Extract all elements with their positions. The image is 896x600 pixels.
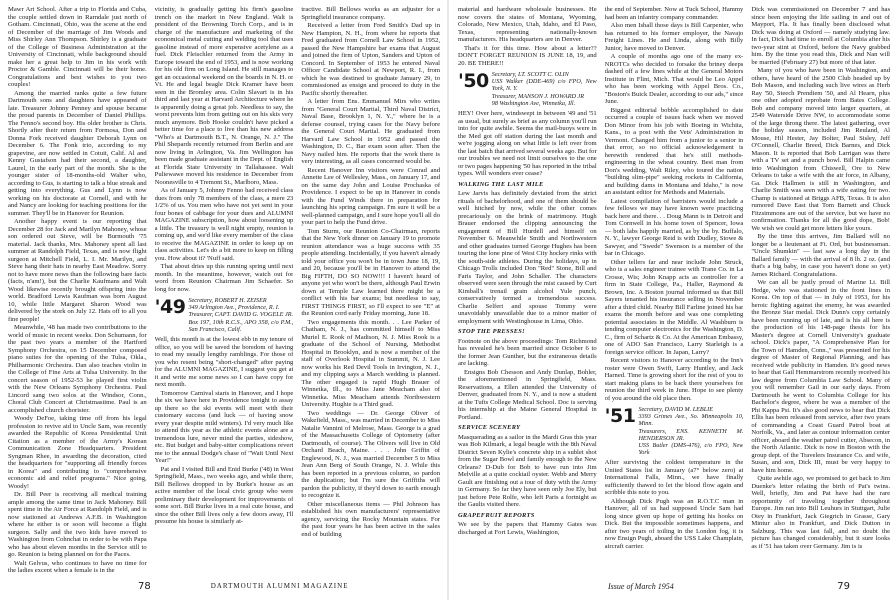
paragraph: Dr. Bill Peer is receiving all medical training ample among the same time in Jack Mahoney. Bill spent time in the Air Force at Randolph Field, and is now stationed at Andrews A.F.B. in Washington where he either is or soon will become a flight surgeon. Sally and the two kids have moved to Washington from Cohnchat in order to be with Papa who has about eleven months in the Service still to go. Reunion is being planned on for the Paces.	[8, 491, 147, 558]
paragraph: Well, this month is at the lowest ebb in my tenure of office, so you will be saved the boredom of having to read my usually lengthy ramblings. For those of you who resent being "short-changed" after paying for the ALUMNI MAGAZINE, I suggest you get at it and write me some news so I can have copy for next month.	[154, 336, 294, 389]
paragraph: Other miscellaneous items — Phil Johnson has established his own manufacturers' representative agency, servicing the Rocky Mountain states. For the past four years he has been active in the sales end of building	[301, 500, 441, 538]
column-2	[155, 6, 294, 572]
paragraph: material and hardware wholesale businesses. He now covers the states of Montana, Wyoming, Colorado, New Mexico, Utah, Idaho, and El Paso, Texas, representing nationally-known manufacturers. His headquarters are in Denver.	[458, 6, 597, 43]
paragraph: A letter from Ens. Emmanuel Mirs who writes from "General Court Martial, Third Naval District, Naval Base, Brooklyn 1, N. Y.," where he is a defense counsel, trying cases for the Navy before the General Court Martial. He graduated from Harvard Law School in 1952 and passed the Washington, D. C., Bar exam soon after. Then the Navy nailed him. He reports that the work there is very interesting, as all cases concerned would be.	[301, 98, 441, 165]
treasurer-address: 98 Washington Ave, Winnetka, Ill.	[491, 99, 576, 107]
paragraph: As of January 5, Johnny Fenno had received class dues from only 78 members of the class, a mere 23 1/2% of us. You men who have not yet sent in your four bones of cabbage for your dues and ALUMNI MAGAZINE subscription, how about loosening up a little. The treasury is well night empty, reunion is coming up, and we'd like every member of the class to receive the MAGAZINE in order to keep up on class activities. Let's do a bit more to keep on filling you. How about it? 'Nuff said.	[154, 187, 294, 262]
paragraph: Other tellers far and near include John Struck, who is a sales engineer trainee with Trane Co. in La Crosse, Wis; John Knapp acts as controller for a firm in State College, Pa., Haller, Raymond & Brown, Inc. A Boston journal informed us that Bill Sayers tenanted his insurance selling in November after a third child. Nearby Bill Farline joined his bar exams the month before and was one completing potential associates in the Middle. Al Washburn is tending computer electronics for the Washington, D. C., firm of Schartz & Co. At the American Embassy, one of ADO San Francisco, Larry Starleigh is a foreign service officer. In Japan, Larry?	[604, 258, 744, 356]
paragraph: Recent visitors to Hanover according to the Inn's roster were Owen Swift, Larry Huntley, and Jack Harned. Time is growing short for the rest of you to start making plans to be back there yourselves for reunion the third week in June. Hope to see plenty of you around the old place then.	[604, 357, 744, 402]
paragraph: Quite awhile ago, we promised to get back to Jim Duenke's letter relating the birth of Pat's twins. Well, briefly, Jim and Pat have had the rare opportunity of traveling together throughout Europe. Jim ran into Bill Leuhurs in Stuttgart, Julie Otey in Frankfurt, Jack Giegrich in Grasse, Gary Mintur also in Frankfurt, and Dick Dutton in Salzburg. This was last fall, and no doubt the picture has changed considerably, but it sure looks as if '51 has taken over Germany. Jim is is	[751, 475, 891, 550]
paragraph: Biggest editorial bobble accomplished to date occurred a couple of issues back when we moved Don Minor from his job with Boeing in Wichita, Kans., to a post with the Vets' Administration in Vermont. Changed him from a junior to a senior in that error, so no official acknowledgement is herewith rendered that he's still methods-engineering in the wheat country. Best man from Don's wedding, Walt Riley, who toured the nation "building slim-pipe" seeking rockets in California, and building dams in Montana and Idaho," is now an assistant editor for Methods and Materials.	[604, 106, 744, 196]
paragraph: Tomorrow Carnival starts in Hanover, and I hope the six we have here in Providence tonight to assay up there so the ski events will meet with their customary success (and luck — of having snow every year despite mild winters). I'd very much like to attend this year as the athletic events alone are a tremendous lure, never mind the parties, sideshow, etc. But budget and baby-sitter complications revert me to the annual Dodge's chase of "Wait Until Next Year!"	[154, 389, 294, 465]
paragraph: the end of September. Now at Tuck School, Hammy had been an infantry company commander.	[604, 6, 744, 21]
paragraph: Another happy event is our reporting that December 28 for Jack and Marilyn Mahoney, whose son ordered out Steve, will be Burmouth '75 material. Jack thanks, Mrs. Mahoney spent all last summer at Randolph Field, Texas, and is now flight surgeon at Mitchell Field, L. I. Mr. Marilyn, and Steve hang their hats in nearby East Meadow. Sorry not to have more news than the following bare facts (facts, n'am!), but the Charlie Kaufmans and Walt Wood likewise recently brought offspring into the world. Bradford Lewis Kaufman was born August 10, while little Margaret Sharon Wood was delivered by the stork on July 12. Hats off to all you fine people!	[8, 218, 147, 323]
paragraph: Among the married ranks quite a few future Dartmouth sons and daughters have appeared of late. Treasurer Johnny Penney and spouse became the proud parents in December of Daniel Phillips. The Fenno's second boy. His older brother is Chris. Shortly after their return from Formosa, Don and Donna Fork received daughter Deborah Lynn on December 6. The Fonk trio, according to my grapevine, are now settled in Cotuit, Calif. Al and Kenny Gustafson had their second, a daughter, Laurel, in the early part of the month. She is the younger sister of 18-months-old Walter who, according to Gus, is starting to talk a blue streak and getting into everything. Gus and Lynn is now working on his doctorate at Cornell, and with he and Nancy are looking for teaching positions for the summer. They'll be in Hanover for Reunion.	[8, 89, 147, 217]
left-page	[8, 6, 440, 594]
paragraph: Pat and I visited Bill and Enid Burke ('48) in West Springfield, Mass., two weeks ago, and while there, Bill Bellows dropped in by Burke's house as an active member of the local civic group who were preliminary their development for improvements of some sort. Bill Burke lives in a real cute house, and since the other Bill lives only a few doors away, I'll presume his house is similarly at-	[154, 465, 294, 526]
treasurer: Treasurer, MANSON J. HOWARD JR	[491, 92, 585, 100]
column-4	[458, 6, 597, 572]
paragraph: Received a letter from Fred Smith's Dad up in New Hampton, N. H., from where he reports that Fred graduated from Cornell Law School in 1952, passed the New Hampshire bar exams that August and joined the firm of Upton, Sanders and Upton of Concord. In September of 1953 he entered Naval Officer Candidate School at Newport, R. I., from which he was destined to graduate January 29, to commissioned as ensign and proceed to duty in the Pacific shortly thereafter.	[301, 22, 441, 97]
paragraph: vicinity, is gradually getting his firm's gasoline trench on the market in New England. Walt is president of the Browning Torch Corp., and is in charge of the manufacture and marketing of the economical metal cutting and welding tool that uses gasoline instead of more expensive acetylene as a fuel. Dick Fleischler returned from the Army in Europe toward the end of 1953, and is now working for his old firm on Long Island. He still manages to get an occasional weekend on the boards in N. H. or Vt. He and legal beagle Dick Kramer have been seen in the Bromley area. Colin Slavart is in his third and last year at Harvard Architecture where he is apparently doing a great job. Needless to say, the worst prevents him from getting out on his skis very much anymore. Bob Hooke couldn't have picked a better time for a place to live than his new address "Who's at Dartmouth B.T., N. Orange, N. J." The Phil Shepards recently returned from Berlin and are now living in Arlington, Va. Jim Wellington has been made graduate assistant in the Dept. of English at Florida State University in Tallahassee. Walt Puliewawe moved his residence in December from Noonesville to 4 Tremont St., Marlboro, Mass.	[154, 6, 294, 186]
paragraph: HEY! Over here, windswept in between '49 and '51 as usual, but surely as brief as any column you'll run into for quite awhile. Seems the mail-buoys were in the Med got off station during the last month and we're jogging along on what little is left over from the last batch that arrived several weeks ago. But for our troubles we need not limit ourselves to the one or two pages happening '50 has reported in the tribal types. Will wonders ever cease?	[458, 110, 597, 178]
left-page-columns	[8, 6, 440, 572]
paragraph: Dick was commissioned on December 7 and has since been enjoying the life sailing in and out of Mayport, Fla. It has finally been disclosed what Dick was doing at Oxford — namely studying law. In fact, Dick had time to enroll at Columbia after his two-year stint at Oxford, before the Navy grabbed him. By the time you read this, Dick and Nan will be married (February 27) but more of that later.	[751, 6, 891, 66]
treasurer-address: Box 197, 10th R.C.S., APO 358, c/o P.M., San Francisco, Calif.	[188, 318, 294, 333]
paragraph: Walt Gelvus, who continues to have no time for the ladies except when a female is in the	[8, 559, 147, 572]
class-year: '51	[604, 405, 636, 427]
column-1	[8, 6, 147, 572]
gutter	[447, 0, 449, 600]
subhead-grapefruit: GRAPEFRUIT REPORTS	[458, 511, 535, 519]
secretary-address: 3393 Grimes Ave., So. Minneapolis 10, Minn.	[638, 413, 744, 428]
right-page	[458, 6, 890, 594]
class-heading-1950	[458, 71, 597, 107]
paragraph: Masquerading as a sailor in the Mardi Gras this year was Bob Kilmark, a legal beagle with the 8th Naval District Seven Kylie's concrete ship in a sublet shot from the Sugar Bowl and family enough to the New Orleans? D-Dub for Bob to have run into Jim Melville at a quite cocktail oyster. Webb and Merry Gault are finishing out a tour of duty with the Army in Germany. So far they have seen only Joe Ely, but just before Pete Rolfe, who left Paris a fortnight as the Gaults visited there.	[458, 433, 597, 509]
page-number-left: 78	[138, 580, 151, 592]
paragraph: Also men Ishall those days is Bill Carpenter, who has returned to his former employer, the Navajo Freight Lines. He and Linda, along with Billy Junior, have moved to Denver.	[604, 22, 744, 52]
paragraph: Woody DeFoe, taking time off from his legal profession to revive aid to Uncle Sam, was recently awarded the Republic of Korea Presidential Unit Citation as a member of the Army's Korean Communication Zone Headquarters. President Syngman Rhee, in awarding the decoration, cited the headquarters for "supporting all friendly forces in Korea" and contributing to "comprehensive economic aid and relief programs." Nice going, Woody!	[8, 415, 147, 490]
subhead-service-scenery: SERVICE SCENERY	[458, 424, 521, 432]
magazine-title: DARTMOUTH ALUMNI MAGAZINE	[210, 582, 349, 590]
class-officers	[638, 406, 743, 456]
class-year: '49	[154, 296, 186, 318]
paragraph: Latest compilation of barristers would include a few fellows we may have known were practicing back here and there. . . Doug Mann is in Detroit and Tom Cornwell in his home town of Spencer, Iowa — both labs happily married, as by the by. Buffalo, N. Y., lawyer George Reid is with Dudley, Stowe & Sawyer, and "Swede" Swenson is a member of the bar in Chicago.	[604, 197, 744, 257]
paragraph: Although Dick Pugh was an R.O.T.C man in Hanover, all of us had supposed Uncle Sam had long since given up hope of getting his hooks on Dick. But the impossible sometimes happens, and after two years of toiling in the London fog, it is now Ensign Pugh, aboard the USS Lake Champlain, aircraft carrier.	[604, 497, 744, 550]
secretary: Secretary, DAVID M. LEBLIE	[638, 406, 713, 413]
paragraph: Meanwhile, '48 has made two contributions to the world of music in recent weeks. Don Schumann, for the past two years a member of the Hartford Symphony Orchestra, on 15 December composed piano suites for the opening of the Tulsa, Okla., Philharmonic Orchestra. Dan also teaches violin in the College of Fine Arts at Tulsa University. In the concert season of 1952-53 he played first violin with the New Orleans Symphony Orchestra. Paul Lincord sang two solos at the Windsor, Conn., Choral Club Concert at Christmastime. Paul is an accomplished church chorister.	[8, 324, 147, 414]
paragraph: Lew Jarvis has definitely deviated from the strict rituals of bachelorhood, and one of them should be well hitched by now, while the other comes precariously on the brink of matrimony. Hugh Brauer endorsed the clipping announcing the engagement of Bill Hurdell and himself on November 6. Meanwhile Smith and Northwestern and other graduates turned George Hughes has been touring the lone pine of West City hockey rinks with the south-side athletes. During the holidays, up in Chicago Trolls included Don "Red" Stone, Bill and Faris Taylor, and John Schaller. The characters observed were seen through the mist caused by Curt Kimball's trenail grain alcohol Yule punch, conservatively termed a tremendous success. Charlie Selfert and spouse Tommy were unavoidably unavailable due to a minor matter of employment with Westinghouse in Lima, Ohio.	[458, 190, 597, 325]
secretary: Secretary, ROBERT H. ZEISER	[188, 297, 267, 304]
paragraph: Tom Sturm, our Reunion Co-Chairman, reports that the New York dinner on January 19 to promote reunion attendance was a huge success with 35 people attending. Incidentally, if you haven't already told your office you won't be in town June 18, 19, and 20, because you'll be in Hanover to attend the Big FIFTH, DO SO NOW!!! I haven't heard of anyone yet who won't be there, although Paul Erwin down at Temple Law learned there might be a conflict with his bar exams; but needless to say, FIRST THINGS FIRST, so I'll expect to see "E" at the Reunion cord early Friday morning, June 18.	[301, 227, 441, 317]
paragraph: We can all be justly proud of Marine Lt. Bill Hedge, who was stationed in the front lines in Korea. On top of that — in July of 1953, for his heroic fighting against the enemy, he was awarded the Bronze Star medal. Dick Dunn's copy certainly have been running up of late, and is his all here is the production of his 148-page thesis for his Master's degree at Cornell University's graduate school. Dick's paper, "A Comprehensive Plan for the Town of Hamden, Conn.," was presented for his degree of Master of Regional Planning, and has received wide publicity in Hamden. It's good news to hear that Gail Hemmarstrom recently received his law degree from Columbia Law School. Many of you will remember Gail in our early days. From Dartmouth he went to Columbia College for his Bachelor's degree, where he was a member of the Phi Kappa Psi. It's also good news to hear that Dick Ellis has been released from service, after two years of commanding a Coast Guard Patrol boat at Norfolk, Va., and later as contour information center officer, aboard the weather patrol cutter, Absecon, in the North Atlantic. Dick is now in Boston with the group dept. of the Travelers Insurance Co. and wife, Susan, and son, Dick III, must be very happy to have him home.	[751, 279, 891, 474]
class-heading-1949	[155, 297, 294, 333]
paragraph: Footnote on the above proceedings: Tom Richmond has revealed he's been married since October 6 to the former Jean Gunther, but the extraneous details are lacking.	[458, 337, 597, 368]
paragraph: That's it for this time. How about a letter?? DON'T FORGET REUNION IS JUNE 18, 19, and 20. BE THERE!!	[458, 44, 597, 67]
paragraph: Ensigns Bob Chesson and Andy Dunlap, Bohler, the aforementioned in Springfield, Mass. Reservations, a Ellen attended the University of Denver, graduated from N. Y., and is now a student at the Tufts College Medical School. Doc is serving his internship at the Maine General Hospital in Portland.	[458, 368, 597, 421]
column-5	[605, 6, 744, 572]
secretary-address: USS Walker (DDE-469) c/o FPO, New York, N. Y.	[491, 78, 597, 93]
subhead-stop-presses: STOP THE PRESSES!	[458, 328, 525, 336]
paragraph: tractive. Bill Bellows works as an adjuster for a Springfield insurance company.	[301, 6, 441, 21]
paragraph: After surviving the coldest temperature in the United States list in January (a7° below zero) at International Falls, Minn., we have finally sufficiently thawed to let the blood flow again and scribble this note to you.	[604, 459, 744, 497]
paragraph: Two engagements this month. . . Lee Parker of Chatham, N. J., has committed himself to Miss Muriel E. Rook of Madison, N. J. Miss Rook is a graduate of the School of Nursing, Methodist Hospital in Brooklyn, and is now a member of the staff of Overlook Hospital in Summit, N. J. Lee now works his Red Devil Tools in Irvington, N. J., and my clipping says a March wedding is planned. The other engaged is rapid Hugh Brauer of Winnetka, Ill., to Miss Jane Meacham also of Winnetka. Miss Meacham attends Northwestern University. Hughie is a Third grad.	[301, 318, 441, 408]
class-year: '50	[458, 70, 489, 92]
treasurer: Treasurers, ENS. KENNETH M. HENDERSON JR.	[638, 427, 744, 442]
right-footer	[458, 578, 890, 594]
column-3	[301, 6, 440, 572]
paragraph: Many of you who have been in Washington, and others, have heard of the 2500 Club headed up by Bob Mason, and including such live wires as Herb Ray '50, Steech Prendiem '50, and Al Hearn, plus one other adopted reprobate from Bates College. Bob and company moved into larger quarters, at 2549 Waterside Drive NW, to accommodate some of the large throng there. The latest gathering, over the holiday season, included Jim Reuland, Al Mouse, Hil Hester, Jay Bolter, Paul Sisley, Jeff O'Connell, Charlie Breed, Dick Barnes, and Dick Mason. It is reported that Bob Larrigan was there with a TV set and a punch bowl. Bill Halpin came into Washington from Chiswell, Ore to New Orleans to take a wife with the air force, in Albany, Ga. Dick Hallmen is still in Washington, and Charlie Smith was seen with a wife eating for two. Champ is stationed at Briggs AFB, Texas. It is also rumored Dave East that Tom Barnett and Chuck Fitzsimmons are out of the service, but we have no confirmation. Thanks for all the good dope, Bob! We wish we could get more letters like yours.	[751, 67, 891, 232]
class-officers	[492, 71, 597, 107]
issue-date: Issue of March 1954	[608, 581, 674, 591]
secretary-address: 349 Arlington Ave., Providence, R. I.	[188, 304, 280, 312]
class-officers	[188, 297, 293, 333]
treasurer: Treasurer, CAPT. DAVID G. VOGELE JR.	[188, 311, 294, 319]
treasurer-address: USS Butler (DMS-476), c/o FPO, New York	[638, 442, 744, 457]
class-heading-1951	[605, 406, 744, 456]
paragraph: Mawr Art School. After a trip to Florida and Cuba, the couple settled down in Rarndale just north of Gotham. Cincinnati, Ohio, was the scene at the end of December of the marriage of Jim Woods and Miss Shirley Ann Thompson. Shirley is a graduate of the College of Business Administration at the University of Cincinnati, while background should make her a great help to Jim in his work with Proctor & Gamble. Cincinnati will be their home. Congratulations and best wishes to you two couples!	[8, 6, 147, 88]
paragraph: We see by the papers that Hammy Gates was discharged at Fort Lewis, Washington,	[458, 521, 597, 536]
right-page-columns	[458, 6, 890, 572]
page-number-right: 79	[837, 580, 850, 592]
paragraph: Two weddings — Dr. George Oliver of Wakefield, Mass., was married in December to Miss Natalie Vannini of Melrose, Mass. George is a grad of the Massachusetts College of Optometry (after Dartmouth, of course). The Olivers will live in Old Orchard Beach, Maine. . . . John Griffin of Englewood, N. J., was married December 5 to Miss Jean Ann Berg of South Orange, N. J. While this has been reported in a previous column, so pardon the duplication; but I'm sure the Griffiths will pardon the publicity, if they'd down to earth enough to recognize it.	[301, 409, 441, 499]
paragraph: Recent Hanover Inn visitors were Conrad and Annette Lee of Wellesley, Mass., on January 17, and on the same day John and Louise Prochaska of Providence. I expect to be up in Hanover in conds with the Fund Winds there in preparation for launching his spring campaign. I'm sure it will be a well-planned campaign, and I sure hope you'll all do your part to help the Fund drive.	[301, 166, 441, 226]
column-6	[751, 6, 890, 572]
secretary: Secretary, LT. SCOTT C. OLIN	[491, 71, 569, 78]
paragraph: A couple of months ago one of the many ex-NROTCs who decided to forsake the briney deeps dashed off a few lines while at the General Motors Institute in Flint, Mich. That would be Leo Appel who has been working with Appel Bros. Co., "Boston's Buick Dealer, according to our ads," since June.	[604, 53, 744, 105]
left-footer	[8, 578, 440, 594]
paragraph: By the time this arrives, Jim Ballard will no longer be a lieutenant at Ft. Ord, but businessman. "Uncle Shumkin" — last saw a long day in the Ballard family — with the arrival of 8 lb. 2 oz. (and that's a big baby, in case you haven't done so yet) James Richard. Congratulations.	[751, 233, 891, 278]
paragraph: That about dries up this running spring until next month. In the meantime, however, watch out for word from Reunion Chairman Jim Schaefer. So long for now.	[154, 263, 294, 293]
subhead-last-mile: WALKING THE LAST MILE	[458, 180, 544, 188]
